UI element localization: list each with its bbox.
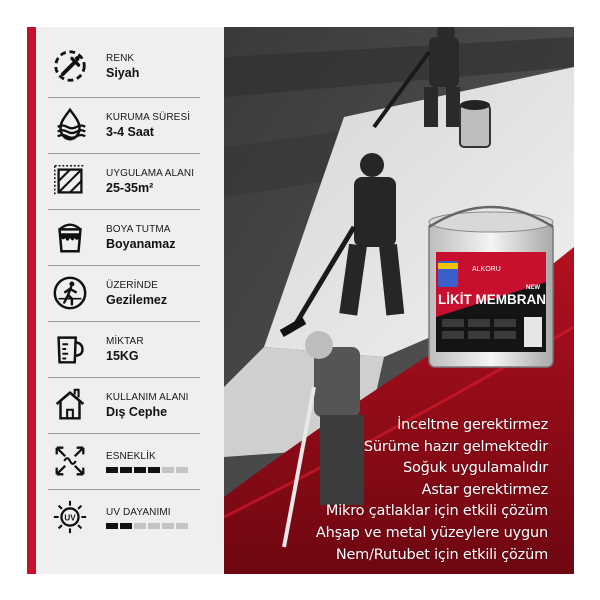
walking-person-icon xyxy=(50,273,90,313)
meter-segment xyxy=(120,523,132,529)
feature-item: Soğuk uygulamalıdır xyxy=(402,460,548,477)
accent-stripe xyxy=(27,27,36,574)
meter-segment xyxy=(176,467,188,473)
rating-label: UV DAYANIMI xyxy=(106,506,171,518)
color-dropper-icon xyxy=(50,46,90,86)
spec-value: 25-35m² xyxy=(106,180,154,195)
spec-label: ÜZERİNDE xyxy=(106,279,158,291)
meter-segment xyxy=(148,523,160,529)
product-badge: NEW xyxy=(526,285,540,291)
feature-item: Ahşap ve metal yüzeylere uygun xyxy=(315,524,548,541)
spec-row-walkable xyxy=(44,266,200,320)
meter-segment xyxy=(134,523,146,529)
feature-item: İnceltme gerektirmez xyxy=(397,417,548,433)
uv-sun-icon xyxy=(50,497,90,537)
spec-row-usage-area xyxy=(44,378,200,432)
feature-item: Astar gerektirmez xyxy=(421,481,548,498)
feature-item: Sürüme hazır gelmektedir xyxy=(363,438,548,455)
product-photo xyxy=(224,27,574,574)
spec-value: Dış Cephe xyxy=(106,404,168,419)
spec-row-coverage xyxy=(44,154,200,208)
meter-segment xyxy=(106,467,118,473)
spec-label: RENK xyxy=(106,52,135,64)
spec-row-paintable xyxy=(44,210,200,264)
product-can xyxy=(429,207,553,367)
meter-segment xyxy=(148,467,160,473)
uv-meter xyxy=(106,523,188,529)
product-name: LİKİT MEMBRAN xyxy=(438,292,546,307)
spec-value: Gezilemez xyxy=(106,292,168,307)
house-facade-icon xyxy=(50,385,90,425)
feature-list xyxy=(316,415,548,566)
spec-row-color xyxy=(44,39,200,93)
spec-row-uv-resistance xyxy=(44,490,200,544)
spec-row-quantity xyxy=(44,322,200,376)
measuring-cup-icon xyxy=(50,329,90,369)
svg-text:UV: UV xyxy=(64,513,76,523)
meter-segment xyxy=(162,523,174,529)
spec-label: MİKTAR xyxy=(106,335,144,347)
spec-row-drying-time xyxy=(44,98,200,152)
spec-label: BOYA TUTMA xyxy=(106,223,171,235)
spec-value: Boyanamaz xyxy=(106,236,176,251)
flexibility-meter xyxy=(106,467,188,473)
spec-label: KULLANIM ALANI xyxy=(106,391,189,403)
spec-row-flexibility xyxy=(44,434,200,488)
spec-panel xyxy=(44,27,200,574)
stretch-arrows-icon xyxy=(50,441,90,481)
feature-item: Mikro çatlaklar için etkili çözüm xyxy=(325,503,548,520)
meter-segment xyxy=(134,467,146,473)
spec-value: 15KG xyxy=(106,348,139,363)
meter-segment xyxy=(120,467,132,473)
meter-segment xyxy=(176,523,188,529)
coverage-area-icon xyxy=(50,161,90,201)
spec-value: Siyah xyxy=(106,65,140,80)
feature-item: Nem/Rutubet için etkili çözüm xyxy=(335,546,548,563)
spec-label: UYGULAMA ALANI xyxy=(106,167,195,179)
spec-value: 3-4 Saat xyxy=(106,124,154,139)
spec-label: KURUMA SÜRESİ xyxy=(106,111,191,123)
meter-segment xyxy=(162,467,174,473)
paint-bucket-icon xyxy=(50,217,90,257)
meter-segment xyxy=(106,523,118,529)
rating-label: ESNEKLİK xyxy=(106,450,156,462)
drying-waves-icon xyxy=(50,105,90,145)
product-brand: ALKORU xyxy=(472,266,501,273)
